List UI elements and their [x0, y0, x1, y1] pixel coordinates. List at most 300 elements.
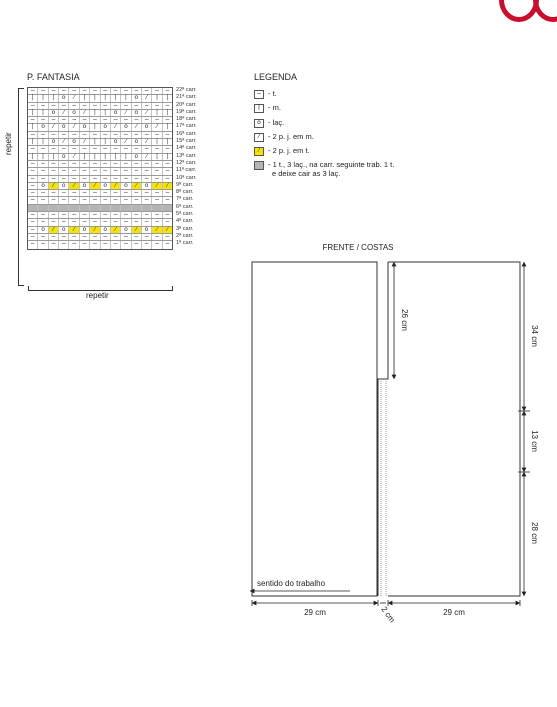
stitch-cell: |: [38, 154, 48, 160]
stitch-cell: −: [90, 241, 100, 248]
stitch-cell: −: [80, 103, 90, 109]
legend-item: [254, 89, 394, 103]
stitch-cell: −: [152, 132, 162, 138]
stitch-cell: −: [101, 103, 111, 109]
stitch-cell: −: [38, 161, 48, 167]
stitch-cell: −: [69, 190, 79, 196]
stitch-cell: ⁄: [80, 139, 90, 145]
stitch-cell: ⁄: [90, 183, 100, 189]
stitch-cell: −: [121, 168, 131, 174]
row-label: 18ª carr.: [176, 116, 197, 123]
legend-symbol: −: [254, 90, 264, 99]
stitch-cell: −: [90, 88, 100, 94]
stitch-cell: −: [142, 146, 152, 152]
stitch-cell: −: [132, 176, 142, 182]
stitch-cell: −: [59, 168, 69, 174]
stitch-cell: −: [164, 159, 170, 167]
stitch-cell: −: [164, 101, 170, 109]
row-label: 1ª carr.: [176, 240, 194, 247]
legend-text: - 1 t., 3 laç., na carr. seguinte trab. 1 t. e deixe cair as 3 laç.: [268, 160, 395, 179]
row-label: 6ª carr.: [176, 203, 194, 210]
stitch-cell: −: [142, 168, 152, 174]
stitch-cell: |: [38, 139, 48, 145]
stitch-cell: −: [69, 176, 79, 182]
stitch-cell: −: [49, 241, 59, 248]
stitch-cell: o: [121, 227, 131, 233]
stitch-cell: ⁄: [111, 124, 121, 130]
stitch-cell: −: [59, 161, 69, 167]
stitch-cell: o: [69, 139, 79, 145]
stitch-cell: −: [132, 212, 142, 218]
stitch-cell: −: [111, 117, 121, 123]
row-label: 17ª carr.: [176, 123, 197, 130]
legend: [254, 89, 395, 179]
row-label: 9ª carr.: [176, 181, 194, 188]
stitch-cell: o: [142, 183, 152, 189]
stitch-cell: |: [28, 110, 38, 116]
stitch-cell: o: [111, 110, 121, 116]
row-label: 11ª carr.: [176, 167, 197, 174]
stitch-cell: ⁄: [49, 227, 59, 233]
stitch-cell: −: [80, 88, 90, 94]
stitch-cell: |: [49, 95, 59, 101]
stitch-cell: ⁄: [69, 124, 79, 130]
stitch-cell: o: [59, 183, 69, 189]
stitch-cell: −: [80, 212, 90, 218]
legend-symbol: [254, 161, 264, 170]
stitch-cell: −: [90, 176, 100, 182]
stitch-cell: −: [49, 117, 59, 123]
stitch-cell: −: [111, 241, 121, 248]
stitch-cell: ⁄: [132, 227, 142, 233]
legend-text: - t.: [268, 89, 277, 98]
stitch-cell: |: [28, 124, 38, 130]
stitch-cell: −: [90, 190, 100, 196]
row-label: 10ª carr.: [176, 174, 197, 181]
stitch-cell: o: [111, 139, 121, 145]
stitch-cell: |: [152, 139, 162, 145]
stitch-cell: −: [28, 117, 38, 123]
stitch-cell: −: [101, 190, 111, 196]
stitch-cell: −: [80, 117, 90, 123]
stitch-cell: −: [101, 132, 111, 138]
stitch-cell: −: [90, 161, 100, 167]
row-label: 2ª carr.: [176, 232, 194, 239]
row-label: 4ª carr.: [176, 218, 194, 225]
stitch-cell: −: [152, 161, 162, 167]
stitch-cell: −: [90, 103, 100, 109]
stitch-cell: −: [59, 219, 69, 225]
stitch-cell: −: [142, 212, 152, 218]
stitch-cell: −: [111, 88, 121, 94]
stitch-cell: −: [90, 234, 100, 240]
stitch-cell: −: [142, 234, 152, 240]
dim-26-label: 26 cm: [400, 309, 409, 331]
stitch-cell: −: [101, 117, 111, 123]
stitch-cell: −: [132, 234, 142, 240]
stitch-cell: −: [152, 190, 162, 196]
stitch-cell: −: [142, 132, 152, 138]
legend-item: [254, 118, 394, 132]
stitch-cell: o: [38, 124, 48, 130]
dim-2-label: 2 cm: [379, 604, 397, 625]
stitch-cell: −: [142, 197, 152, 203]
row-label: 15ª carr.: [176, 138, 197, 145]
stitch-cell: −: [132, 132, 142, 138]
stitch-cell: ⁄: [59, 139, 69, 145]
stitch-cell: o: [80, 183, 90, 189]
stitch-cell: −: [121, 234, 131, 240]
row-label: 22ª carr.: [176, 87, 197, 93]
stitch-cell: −: [49, 212, 59, 218]
repeat-bracket-vertical: [18, 88, 24, 286]
stitch-cell: −: [121, 88, 131, 94]
stitch-cell: o: [80, 227, 90, 233]
stitch-cell: −: [121, 161, 131, 167]
stitch-cell: o: [132, 154, 142, 160]
stitch-cell: o: [142, 227, 152, 233]
stitch-cell: −: [164, 116, 170, 124]
chart-title: P. FANTASIA: [27, 72, 80, 82]
stitch-cell: ⁄: [132, 183, 142, 189]
stitch-cell: −: [59, 190, 69, 196]
stitch-cell: |: [111, 154, 121, 160]
stitch-cell: |: [28, 139, 38, 145]
stitch-cell: |: [38, 110, 48, 116]
stitch-cell: −: [38, 241, 48, 248]
stitch-cell: −: [152, 219, 162, 225]
stitch-cell: −: [121, 146, 131, 152]
stitch-cell: −: [111, 212, 121, 218]
stitch-cell: −: [38, 190, 48, 196]
stitch-cell: −: [132, 117, 142, 123]
row-label: 21ª carr.: [176, 94, 197, 101]
stitch-cell: −: [28, 190, 38, 196]
stitch-cell: −: [101, 161, 111, 167]
schematic-title: FRENTE / COSTAS: [322, 243, 394, 252]
stitch-cell: −: [90, 117, 100, 123]
stitch-cell: −: [164, 218, 170, 226]
stitch-cell: |: [121, 154, 131, 160]
stitch-cell: −: [80, 176, 90, 182]
legend-text: - m.: [268, 103, 281, 113]
stitch-cell: −: [59, 212, 69, 218]
stitch-cell: −: [152, 103, 162, 109]
stitch-cell: |: [90, 154, 100, 160]
stitch-cell: |: [49, 154, 59, 160]
legend-symbol: |: [254, 104, 264, 113]
stitch-cell: −: [28, 161, 38, 167]
stitch-cell: −: [28, 103, 38, 109]
stitch-cell: −: [101, 241, 111, 248]
stitch-cell: −: [164, 240, 170, 248]
stitch-cell: −: [152, 241, 162, 248]
stitch-cell: |: [101, 139, 111, 145]
stitch-cell: −: [152, 212, 162, 218]
stitch-cell: −: [59, 117, 69, 123]
stitch-cell: |: [28, 154, 38, 160]
stitch-cell: −: [59, 176, 69, 182]
stitch-cell: −: [111, 176, 121, 182]
stitch-cell: −: [28, 219, 38, 225]
stitch-cell: −: [80, 168, 90, 174]
stitch-cell: −: [69, 197, 79, 203]
stitch-cell: −: [28, 241, 38, 248]
row-label: 7ª carr.: [176, 196, 194, 203]
stitch-cell: o: [101, 124, 111, 130]
legend-symbol: ⁄: [254, 133, 264, 142]
stitch-cell: −: [80, 146, 90, 152]
dim-right-29-label: 29 cm: [443, 608, 465, 617]
stitch-cell: o: [59, 154, 69, 160]
stitch-cell: −: [164, 174, 170, 182]
row-label: 3ª carr.: [176, 225, 194, 232]
stitch-cell: −: [152, 117, 162, 123]
stitch-cell: −: [28, 212, 38, 218]
stitch-cell: |: [166, 108, 169, 116]
dim-13-label: 13 cm: [530, 430, 539, 452]
stitch-cell: −: [49, 176, 59, 182]
stitch-cell: −: [121, 117, 131, 123]
stitch-cell: o: [59, 227, 69, 233]
stitch-cell: −: [38, 197, 48, 203]
stitch-cell: |: [101, 110, 111, 116]
legend-text: - laç.: [268, 117, 285, 127]
chart-row: [28, 241, 172, 248]
stitch-cell: −: [101, 168, 111, 174]
stitch-cell: −: [49, 103, 59, 109]
stitch-cell: |: [166, 94, 169, 102]
stitch-cell: −: [28, 146, 38, 152]
legend-symbol: ⁄: [254, 147, 264, 156]
stitch-cell: −: [142, 117, 152, 123]
stitch-cell: −: [111, 161, 121, 167]
stitch-cell: −: [28, 176, 38, 182]
stitch-cell: −: [59, 146, 69, 152]
legend-symbol: o: [254, 119, 264, 128]
stitch-cell: o: [69, 110, 79, 116]
stitch-cell: |: [38, 95, 48, 101]
stitch-cell: −: [164, 189, 170, 197]
stitch-cell: −: [121, 212, 131, 218]
stitch-cell: −: [90, 168, 100, 174]
legend-item: [254, 146, 394, 160]
stitch-cell: −: [90, 197, 100, 203]
stitch-cell: −: [80, 190, 90, 196]
stitch-cell: −: [69, 161, 79, 167]
stitch-cell: −: [59, 103, 69, 109]
stitch-cell: o: [121, 183, 131, 189]
stitch-cell: −: [90, 146, 100, 152]
stitch-cell: −: [121, 190, 131, 196]
stitch-cell: ⁄: [69, 227, 79, 233]
stitch-chart: [27, 87, 173, 250]
stitch-cell: −: [59, 88, 69, 94]
row-label: 12ª carr.: [176, 159, 197, 166]
stitch-cell: −: [69, 146, 79, 152]
stitch-cell: −: [59, 197, 69, 203]
stitch-cell: −: [69, 117, 79, 123]
stitch-cell: −: [90, 212, 100, 218]
stitch-cell: −: [28, 132, 38, 138]
stitch-cell: −: [142, 190, 152, 196]
stitch-cell: −: [132, 219, 142, 225]
stitch-cell: −: [132, 103, 142, 109]
stitch-cell: −: [38, 234, 48, 240]
stitch-cell: −: [49, 88, 59, 94]
legend-item: [254, 103, 394, 117]
stitch-cell: −: [49, 132, 59, 138]
legend-text: - 2 p. j. em m.: [268, 131, 314, 141]
stitch-cell: |: [28, 95, 38, 101]
stitch-cell: −: [164, 130, 170, 138]
stitch-cell: −: [111, 197, 121, 203]
stitch-cell: ⁄: [152, 124, 162, 130]
legend-title: LEGENDA: [254, 72, 298, 82]
stitch-cell: −: [80, 161, 90, 167]
repeat-label-horizontal: repetir: [86, 291, 109, 300]
left-panel: [252, 262, 377, 596]
stitch-cell: −: [49, 168, 59, 174]
stitch-cell: ⁄: [111, 227, 121, 233]
stitch-cell: |: [90, 95, 100, 101]
stitch-cell: −: [164, 145, 170, 153]
brand-logo: [487, 0, 557, 22]
stitch-cell: −: [28, 183, 38, 189]
stitch-cell: −: [38, 212, 48, 218]
stitch-cell: o: [132, 95, 142, 101]
stitch-cell: ⁄: [90, 227, 100, 233]
stitch-cell: −: [152, 197, 162, 203]
row-label: 16ª carr.: [176, 130, 197, 137]
stitch-cell: −: [69, 234, 79, 240]
stitch-cell: −: [111, 168, 121, 174]
stitch-cell: |: [90, 110, 100, 116]
stitch-cell: ⁄: [49, 183, 59, 189]
stitch-cell: −: [111, 146, 121, 152]
stitch-cell: |: [152, 154, 162, 160]
stitch-cell: −: [132, 168, 142, 174]
stitch-cell: −: [152, 88, 162, 94]
legend-text: - 2 p. j. em t.: [268, 146, 310, 156]
stitch-cell: ⁄: [163, 183, 172, 189]
stitch-cell: o: [49, 139, 59, 145]
stitch-cell: −: [164, 167, 170, 175]
stitch-cell: |: [80, 95, 90, 101]
chart-row: [28, 197, 172, 204]
stitch-cell: o: [38, 183, 48, 189]
stitch-cell: −: [49, 197, 59, 203]
stitch-cell: o: [80, 124, 90, 130]
stitch-cell: −: [90, 132, 100, 138]
stitch-cell: ⁄: [111, 183, 121, 189]
stitch-cell: ⁄: [121, 110, 131, 116]
row-label: 8ª carr.: [176, 189, 194, 196]
stitch-cell: o: [59, 124, 69, 130]
stitch-cell: −: [111, 219, 121, 225]
stitch-cell: ⁄: [142, 154, 152, 160]
stitch-cell: −: [111, 132, 121, 138]
stitch-cell: −: [38, 132, 48, 138]
stitch-cell: o: [132, 139, 142, 145]
stitch-cell: −: [69, 212, 79, 218]
stitch-cell: ⁄: [142, 139, 152, 145]
stitch-cell: −: [28, 197, 38, 203]
stitch-cell: −: [132, 190, 142, 196]
stitch-cell: ⁄: [80, 110, 90, 116]
stitch-cell: ⁄: [59, 110, 69, 116]
stitch-cell: ⁄: [69, 95, 79, 101]
stitch-cell: −: [101, 176, 111, 182]
dim-34-label: 34 cm: [530, 325, 539, 347]
stitch-cell: −: [152, 146, 162, 152]
stitch-cell: ⁄: [163, 227, 172, 233]
stitch-cell: −: [59, 241, 69, 248]
stitch-cell: o: [38, 227, 48, 233]
right-panel-slit: [378, 262, 388, 596]
stitch-cell: −: [38, 88, 48, 94]
stitch-cell: −: [121, 241, 131, 248]
stitch-cell: −: [28, 88, 38, 94]
stitch-cell: o: [101, 183, 111, 189]
stitch-cell: ⁄: [49, 124, 59, 130]
stitch-cell: −: [121, 197, 131, 203]
stitch-cell: −: [121, 103, 131, 109]
stitch-cell: −: [164, 196, 170, 204]
stitch-cell: −: [38, 168, 48, 174]
stitch-cell: −: [28, 234, 38, 240]
stitch-cell: −: [101, 234, 111, 240]
stitch-cell: −: [142, 88, 152, 94]
stitch-cell: −: [69, 219, 79, 225]
stitch-cell: −: [132, 241, 142, 248]
stitch-cell: −: [101, 219, 111, 225]
stitch-cell: −: [101, 146, 111, 152]
right-panel: [388, 262, 520, 596]
stitch-cell: ⁄: [142, 95, 152, 101]
stitch-cell: −: [164, 87, 170, 94]
stitch-cell: −: [69, 241, 79, 248]
stitch-cell: −: [49, 146, 59, 152]
stitch-cell: o: [121, 124, 131, 130]
legend-item: [254, 160, 395, 179]
stitch-cell: −: [38, 219, 48, 225]
direction-label: sentido do trabalho: [257, 579, 326, 588]
row-label: 20ª carr.: [176, 101, 197, 108]
stitch-cell: ⁄: [152, 183, 162, 189]
stitch-cell: −: [59, 132, 69, 138]
repeat-label-vertical: repetir: [4, 132, 13, 155]
stitch-cell: −: [142, 219, 152, 225]
stitch-cell: o: [59, 95, 69, 101]
stitch-cell: |: [166, 152, 169, 160]
stitch-cell: −: [142, 241, 152, 248]
stitch-cell: −: [38, 146, 48, 152]
stitch-cell: −: [80, 197, 90, 203]
dim-left-29-label: 29 cm: [304, 608, 326, 617]
stitch-cell: o: [132, 110, 142, 116]
stitch-cell: ⁄: [142, 110, 152, 116]
stitch-cell: |: [90, 124, 100, 130]
stitch-cell: −: [59, 234, 69, 240]
stitch-cell: −: [111, 103, 121, 109]
row-label: 14ª carr.: [176, 145, 197, 152]
stitch-cell: −: [101, 88, 111, 94]
stitch-cell: −: [152, 168, 162, 174]
stitch-cell: |: [80, 154, 90, 160]
stitch-cell: ⁄: [132, 124, 142, 130]
row-label: 19ª carr.: [176, 108, 197, 115]
